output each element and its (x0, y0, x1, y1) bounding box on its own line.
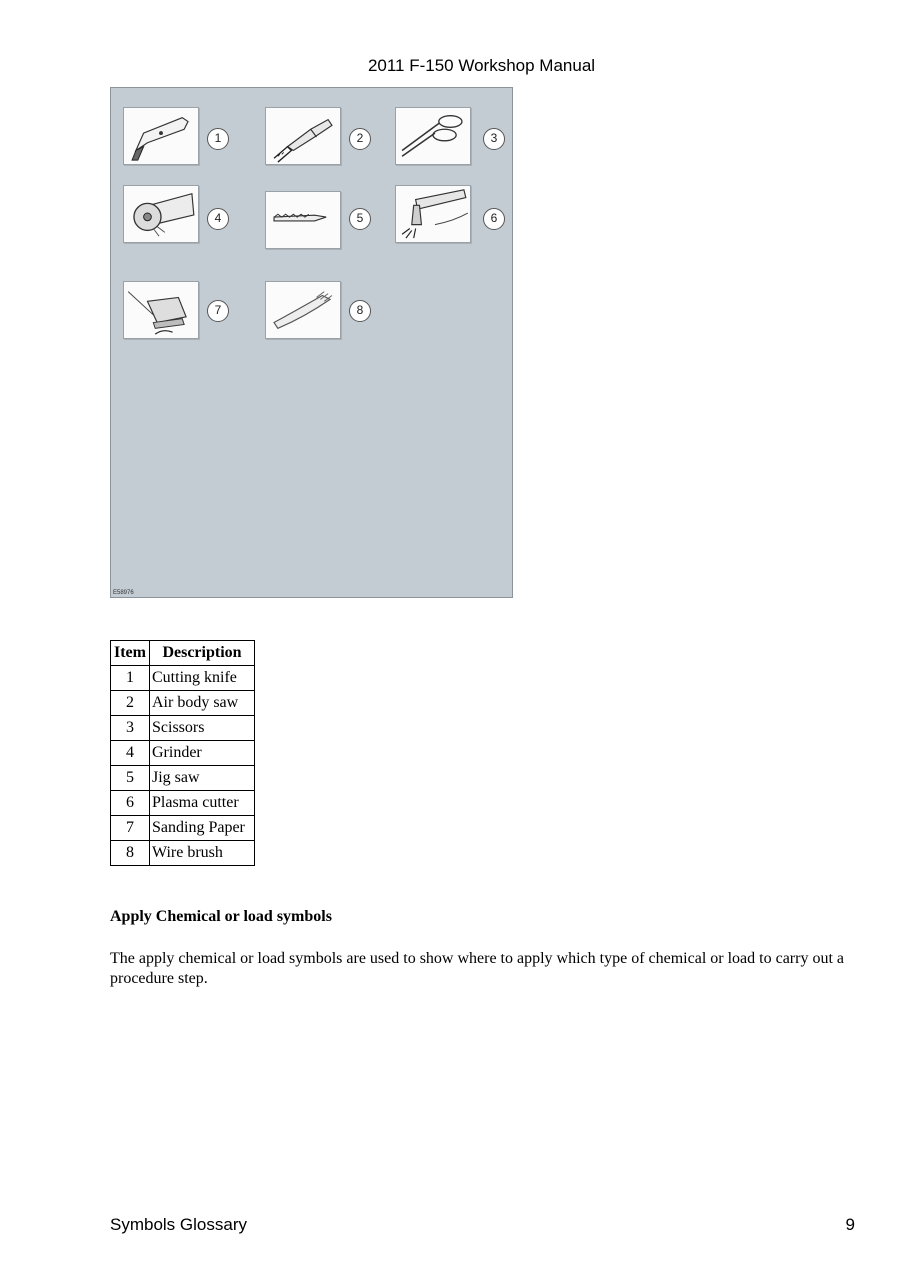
table-header-row (111, 641, 255, 666)
callout-5: 5 (349, 208, 371, 230)
scissors-icon (395, 107, 471, 165)
callout-6: 6 (483, 208, 505, 230)
table-row (111, 766, 255, 791)
section-heading: Apply Chemical or load symbols (110, 908, 332, 925)
item-description: Air body saw (150, 691, 255, 716)
plasma-cutter-icon (395, 185, 471, 243)
callout-1: 1 (207, 128, 229, 150)
footer-section-name: Symbols Glossary (110, 1215, 247, 1234)
description-column-header: Description (150, 641, 255, 666)
callout-3: 3 (483, 128, 505, 150)
cutting-knife-icon (123, 107, 199, 165)
item-number: 4 (111, 741, 150, 766)
item-number: 7 (111, 816, 150, 841)
item-description: Cutting knife (150, 666, 255, 691)
wire-brush-icon (265, 281, 341, 339)
section-body: The apply chemical or load symbols are used to show where to apply which type of chemical or load to carry out a procedure step. (110, 950, 844, 987)
table-row (111, 716, 255, 741)
table-row (111, 816, 255, 841)
callout-2: 2 (349, 128, 371, 150)
page-number: 9 (845, 1215, 855, 1234)
item-number: 1 (111, 666, 150, 691)
table-row (111, 791, 255, 816)
table-row (111, 741, 255, 766)
callout-7: 7 (207, 300, 229, 322)
table-row (111, 841, 255, 866)
item-description: Wire brush (150, 841, 255, 866)
grinder-icon (123, 185, 199, 243)
item-number: 5 (111, 766, 150, 791)
item-number: 6 (111, 791, 150, 816)
item-description: Jig saw (150, 766, 255, 791)
item-description: Sanding Paper (150, 816, 255, 841)
item-number: 3 (111, 716, 150, 741)
item-number: 2 (111, 691, 150, 716)
item-description: Plasma cutter (150, 791, 255, 816)
air-body-saw-icon (265, 107, 341, 165)
page-header: 2011 F-150 Workshop Manual (367, 56, 596, 75)
table-row (111, 691, 255, 716)
sanding-paper-icon (123, 281, 199, 339)
items-table (110, 640, 255, 866)
tool-symbols-figure (110, 87, 513, 598)
jig-saw-icon (265, 191, 341, 249)
table-row (111, 666, 255, 691)
callout-8: 8 (349, 300, 371, 322)
item-description: Grinder (150, 741, 255, 766)
figure-code: E58976 (113, 590, 134, 596)
callout-4: 4 (207, 208, 229, 230)
item-number: 8 (111, 841, 150, 866)
item-description: Scissors (150, 716, 255, 741)
item-column-header: Item (111, 641, 150, 666)
